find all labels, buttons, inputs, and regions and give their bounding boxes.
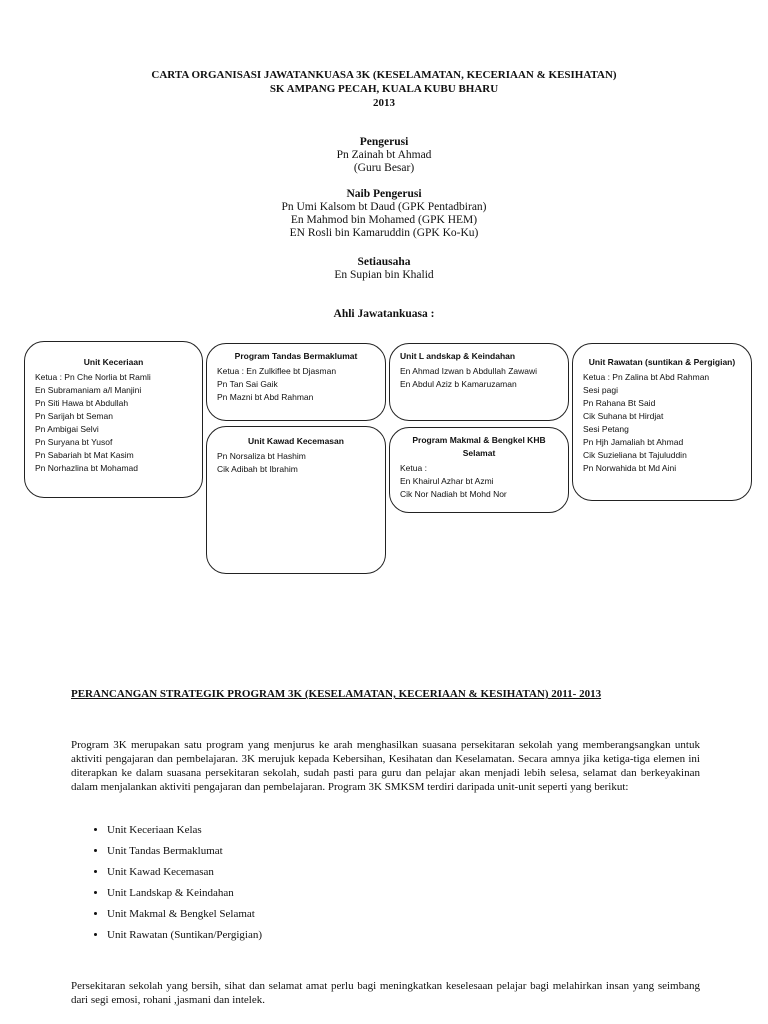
member-line: Sesi pagi <box>583 385 618 395</box>
box-title: Program Tandas Bermaklumat <box>234 351 358 361</box>
list-item: • Unit Kawad Kecemasan <box>107 862 262 883</box>
box-unit-keceriaan <box>24 341 203 498</box>
naib-pengerusi-name: EN Rosli bin Kamaruddin (GPK Ko-Ku) <box>289 227 479 239</box>
box-title: Unit Keceriaan <box>83 357 144 367</box>
box-title: Unit Kawad Kecemasan <box>248 436 344 446</box>
member-line: En Abdul Aziz b Kamaruzaman <box>400 379 517 389</box>
title-line-3: 2013 <box>373 97 395 109</box>
member-line: Ketua : Pn Zalina bt Abd Rahman <box>583 372 710 382</box>
closing-paragraph: Persekitaran sekolah yang bersih, sihat dan selamat amat perlu bagi meningkatkan keselesaan pelajar bagi melahirkan insan yang seimbang dari segi emosi, rohani ,jasmani dan intelek. <box>71 980 700 1006</box>
member-line: Ketua : Pn Che Norlia bt Ramli <box>35 372 151 382</box>
list-item: • Unit Keceriaan Kelas <box>107 820 262 841</box>
member-line: Pn Tan Sai Gaik <box>217 379 278 389</box>
setiausaha-block <box>0 256 768 282</box>
member-line: Pn Sabariah bt Mat Kasim <box>35 450 134 460</box>
naib-pengerusi-name: En Mahmod bin Mohamed (GPK HEM) <box>290 214 478 226</box>
pengerusi-name: Pn Zainah bt Ahmad <box>336 149 432 161</box>
member-line: Pn Rahana Bt Said <box>583 398 656 408</box>
member-line: Ketua : <box>400 463 427 473</box>
unit-list <box>71 820 262 946</box>
intro-paragraph: Program 3K merupakan satu program yang menjurus ke arah menghasilkan suasana persekitaran sekolah yang memberangsangkan untuk aktiviti pengajaran dan pembelajaran. 3K merujuk kepada Kebersihan, Kesihatan dan Keselamatan. Secara amnya jika ketiga-tiga elemen ini diterapkan ke dalam suasana persekitaran sekolah, sudah pasti para guru dan pelajar akan menjadi lebih selesa, selamat dan berkeyakinan dalam menjalankan aktiviti pengajaran dan pembelajaran. Program 3K SMKSM terdiri daripada unit-unit seperti yang berikut: <box>71 739 700 793</box>
member-line: Pn Suryana bt Yusof <box>35 437 113 447</box>
member-line: Pn Norwahida bt Md Aini <box>583 463 677 473</box>
member-line: Ketua : En Zulkiflee bt Djasman <box>217 366 337 376</box>
pengerusi-title: Pengerusi <box>359 136 409 148</box>
member-line: En Ahmad Izwan b Abdullah Zawawi <box>400 366 538 376</box>
title-line-2: SK AMPANG PECAH, KUALA KUBU BHARU <box>269 83 499 95</box>
member-line: Cik Suzieliana bt Tajuluddin <box>583 450 687 460</box>
naib-pengerusi-title: Naib Pengerusi <box>346 188 422 200</box>
box-title: Unit Rawatan (suntikan & Pergigian) <box>588 357 736 367</box>
member-line: Pn Sarijah bt Seman <box>35 411 113 421</box>
naib-pengerusi-name: Pn Umi Kalsom bt Daud (GPK Pentadbiran) <box>281 201 487 213</box>
member-line: Sesi Petang <box>583 424 629 434</box>
box-program-tandas-bermaklumat <box>206 343 386 421</box>
setiausaha-title: Setiausaha <box>357 256 411 268</box>
member-line: Pn Mazni bt Abd Rahman <box>217 392 314 402</box>
box-title: Unit L andskap & Keindahan <box>400 351 516 361</box>
member-line: Pn Hjh Jamaliah bt Ahmad <box>583 437 684 447</box>
section-title: PERANCANGAN STRATEGIK PROGRAM 3K (KESELAMATAN, KECERIAAN & KESIHATAN) 2011- 2013 <box>71 688 602 700</box>
box-unit-kawad-kecemasan <box>206 426 386 574</box>
list-item: • Unit Tandas Bermaklumat <box>107 841 262 862</box>
member-line: En Subramaniam a/l Manjini <box>35 385 142 395</box>
document-title <box>0 68 768 110</box>
member-line: Pn Norhazlina bt Mohamad <box>35 463 139 473</box>
member-line: Cik Nor Nadiah bt Mohd Nor <box>400 489 507 499</box>
naib-pengerusi-block <box>0 188 768 240</box>
pengerusi-block <box>0 136 768 175</box>
setiausaha-name: En Supian bin Khalid <box>334 269 434 281</box>
member-line: Cik Adibah bt Ibrahim <box>217 464 298 474</box>
member-line: Pn Norsaliza bt Hashim <box>217 451 306 461</box>
member-line: Pn Ambigai Selvi <box>35 424 99 434</box>
member-line: En Khairul Azhar bt Azmi <box>400 476 494 486</box>
list-item: • Unit Makmal & Bengkel Selamat <box>107 904 262 925</box>
box-unit-rawatan <box>572 343 752 501</box>
box-unit-landskap-keindahan <box>389 343 569 421</box>
member-line: Cik Suhana bt Hirdjat <box>583 411 664 421</box>
box-title: Program Makmal & Bengkel KHB Selamat <box>412 435 546 458</box>
title-line-1: CARTA ORGANISASI JAWATANKUASA 3K (KESELAMATAN, KECERIAAN & KESIHATAN) <box>151 69 617 81</box>
pengerusi-note: (Guru Besar) <box>353 162 415 174</box>
list-item: • Unit Landskap & Keindahan <box>107 883 262 904</box>
member-line: Pn Siti Hawa bt Abdullah <box>35 398 129 408</box>
ahli-jawatankuasa-title: Ahli Jawatankuasa : <box>333 308 435 320</box>
list-item: • Unit Rawatan (Suntikan/Pergigian) <box>107 925 262 946</box>
box-program-makmal-bengkel <box>389 427 569 513</box>
